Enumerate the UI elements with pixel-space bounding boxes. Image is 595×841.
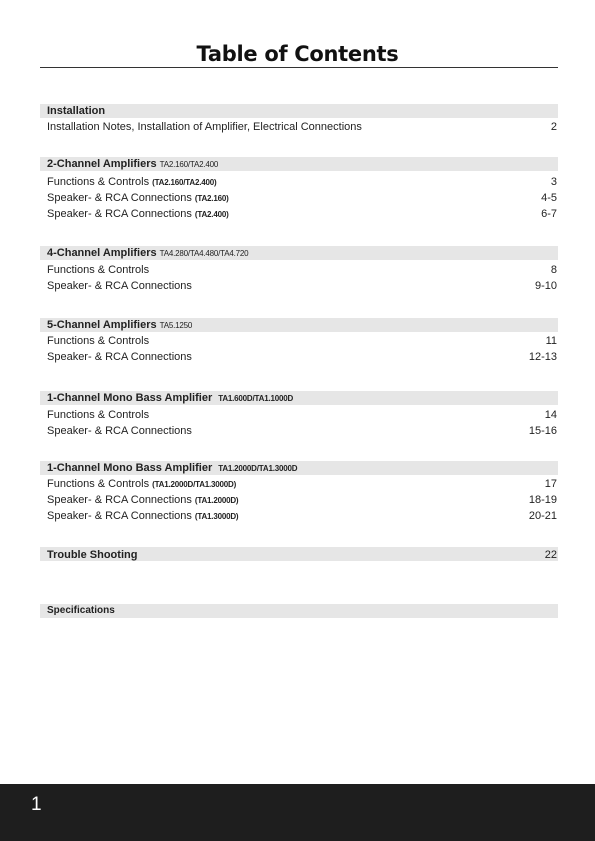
toc-entry[interactable]: [47, 120, 557, 135]
toc-entry[interactable]: [47, 263, 557, 278]
toc-entry-page: 11: [545, 335, 557, 347]
toc-entry-page: 14: [544, 409, 557, 421]
toc-entry[interactable]: [47, 509, 557, 524]
toc-entry[interactable]: [47, 207, 557, 222]
section-heading-installation[interactable]: [47, 104, 557, 119]
toc-entry-models: (TA1.2000D): [194, 496, 239, 505]
toc-entry-label: Functions & Controls: [47, 176, 150, 188]
toc-entry[interactable]: [47, 334, 557, 349]
toc-entry[interactable]: [47, 350, 557, 365]
toc-entry-page: 9-10: [534, 280, 557, 292]
section-heading-4-channel[interactable]: [47, 246, 557, 261]
toc-entry[interactable]: [47, 408, 557, 423]
toc-entry-models: (TA2.160): [194, 194, 229, 203]
toc-entry[interactable]: [47, 175, 557, 190]
title-divider: [40, 67, 558, 68]
toc-entry-label: Speaker- & RCA Connections: [47, 208, 192, 220]
toc-entry-page: 4-5: [541, 192, 557, 204]
section-heading-label: 1-Channel Mono Bass Amplifier: [47, 462, 213, 474]
section-heading-label: Specifications: [47, 605, 115, 616]
section-heading-label: Trouble Shooting: [47, 549, 138, 561]
toc-entry-page: 22: [544, 549, 557, 561]
page-number: 1: [31, 794, 42, 815]
toc-entry-models: (TA1.3000D): [194, 512, 239, 521]
section-heading-label: 1-Channel Mono Bass Amplifier: [47, 392, 213, 404]
section-heading-2-channel[interactable]: [47, 157, 557, 172]
toc-entry-models: (TA2.400): [194, 210, 229, 219]
toc-entry-page: 15-16: [528, 425, 557, 437]
section-heading-models: TA1.600D/TA1.1000D: [218, 394, 294, 403]
toc-entry[interactable]: [47, 493, 557, 508]
section-heading-specifications[interactable]: [47, 603, 557, 618]
toc-entry-label: Functions & Controls: [47, 478, 150, 490]
toc-entry-page: 6-7: [541, 208, 557, 220]
section-heading-trouble-shooting[interactable]: [47, 548, 557, 563]
toc-entry-label: Speaker- & RCA Connections: [47, 425, 192, 437]
section-heading-label: Installation: [47, 105, 106, 117]
section-heading-models: TA2.160/TA2.400: [159, 160, 219, 169]
toc-entry-label: Installation Notes, Installation of Amplifier, Electrical Connections: [47, 121, 362, 133]
toc-entry-page: 8: [550, 264, 557, 276]
page-title: Table of Contents: [196, 42, 399, 66]
toc-entry-label: Functions & Controls: [47, 409, 150, 421]
toc-entry-page: 12-13: [528, 351, 557, 363]
toc-entry-page: 18-19: [528, 494, 557, 506]
page-footer: [0, 784, 595, 841]
section-heading-mono-2000-3000[interactable]: [47, 461, 557, 476]
section-heading-models: TA1.2000D/TA1.3000D: [218, 464, 298, 473]
toc-entry-page: 2: [550, 121, 557, 133]
toc-entry[interactable]: [47, 424, 557, 439]
toc-entry-page: 3: [550, 176, 557, 188]
section-heading-5-channel[interactable]: [47, 318, 557, 333]
toc-entry-label: Functions & Controls: [47, 335, 150, 347]
toc-entry-page: 17: [544, 478, 557, 490]
section-heading-models: TA4.280/TA4.480/TA4.720: [159, 249, 249, 258]
toc-entry-page: 20-21: [528, 510, 557, 522]
section-heading-mono-600-1000[interactable]: [47, 391, 557, 406]
toc-entry-label: Speaker- & RCA Connections: [47, 510, 192, 522]
section-heading-label: 4-Channel Amplifiers: [47, 247, 157, 259]
section-heading-label: 2-Channel Amplifiers: [47, 158, 157, 170]
toc-entry-label: Speaker- & RCA Connections: [47, 351, 192, 363]
section-heading-label: 5-Channel Amplifiers: [47, 319, 157, 331]
section-heading-models: TA5.1250: [159, 321, 193, 330]
toc-entry-label: Speaker- & RCA Connections: [47, 192, 192, 204]
toc-entry-models: (TA1.2000D/TA1.3000D): [152, 480, 237, 489]
toc-entry-label: Functions & Controls: [47, 264, 150, 276]
toc-entry[interactable]: [47, 477, 557, 492]
toc-entry-models: (TA2.160/TA2.400): [152, 178, 217, 187]
toc-entry[interactable]: [47, 279, 557, 294]
toc-entry-label: Speaker- & RCA Connections: [47, 280, 192, 292]
toc-entry[interactable]: [47, 191, 557, 206]
toc-entry-label: Speaker- & RCA Connections: [47, 494, 192, 506]
